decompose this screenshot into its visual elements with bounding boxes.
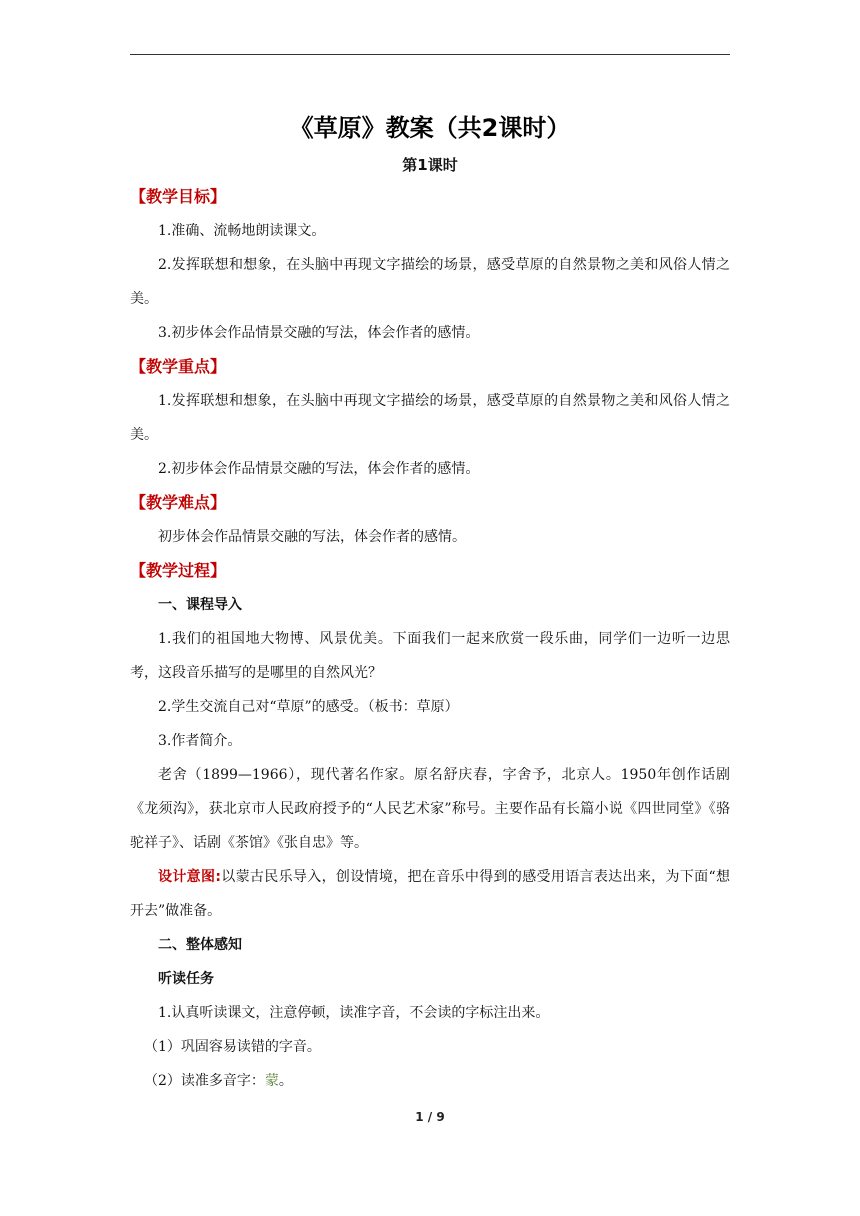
difficulty-text: 初步体会作品情景交融的写法，体会作者的感情。 — [158, 529, 466, 545]
page-title: 《草原》教案（共2课时） — [289, 114, 571, 142]
process-part1-heading: 一、课程导入 — [158, 597, 242, 613]
polyphone-suffix: 。 — [278, 1073, 293, 1089]
process-part2-heading: 二、整体感知 — [158, 937, 242, 953]
process-paragraph: （1）巩固容易读错的字音。 — [144, 1039, 321, 1055]
design-intent-label: 设计意图: — [158, 869, 221, 885]
polyphone-word: 蒙 — [264, 1073, 279, 1089]
section-heading-difficulties: 【教学难点】 — [130, 493, 227, 512]
author-intro: 老舍（1899—1966），现代著名作家。原名舒庆春，字舍予，北京人。1950年创作话剧《龙须沟》，获北京市人民政府授予的“人民艺术家”称号。主要作品有长篇小说《四世同堂》《骆驼祥子》、话剧《茶馆》《张自忠》等。 — [130, 767, 730, 851]
section-heading-process: 【教学过程】 — [130, 561, 227, 580]
process-paragraph: 1.我们的祖国地大物博、风景优美。下面我们一起来欣赏一段乐曲，同学们一边听一边思考，这段音乐描写的是哪里的自然风光？ — [130, 631, 730, 681]
key-point-item: 1.发挥联想和想象，在头脑中再现文字描绘的场景，感受草原的自然景物之美和风俗人情之美。 — [130, 393, 730, 443]
process-paragraph: 2.学生交流自己对“草原”的感受。（板书：草原） — [158, 699, 459, 715]
polyphone-line — [130, 1064, 730, 1098]
page-number: 1 / 9 — [415, 1110, 445, 1124]
lesson-subtitle: 第1课时 — [402, 156, 458, 174]
listen-task-heading: 听读任务 — [158, 971, 214, 987]
process-paragraph: 3.作者简介。 — [158, 733, 242, 749]
polyphone-prefix: （2）读准多音字： — [144, 1073, 265, 1089]
goal-item: 1.准确、流畅地朗读课文。 — [158, 223, 326, 239]
key-point-item: 2.初步体会作品情景交融的写法，体会作者的感情。 — [158, 461, 480, 477]
section-heading-goals: 【教学目标】 — [130, 187, 227, 206]
section-heading-key-points: 【教学重点】 — [130, 357, 227, 376]
design-intent — [130, 860, 730, 928]
design-intent-text: 以蒙古民乐导入，创设情境，把在音乐中得到的感受用语言表达出来，为下面“想开去”做准备。 — [130, 869, 730, 919]
process-paragraph: 1.认真听读课文，注意停顿，读准字音，不会读的字标注出来。 — [158, 1005, 550, 1021]
page-content — [130, 108, 730, 1098]
goal-item: 3.初步体会作品情景交融的写法，体会作者的感情。 — [158, 325, 480, 341]
header-rule — [130, 54, 730, 55]
goal-item: 2.发挥联想和想象，在头脑中再现文字描绘的场景，感受草原的自然景物之美和风俗人情之美。 — [130, 257, 730, 307]
